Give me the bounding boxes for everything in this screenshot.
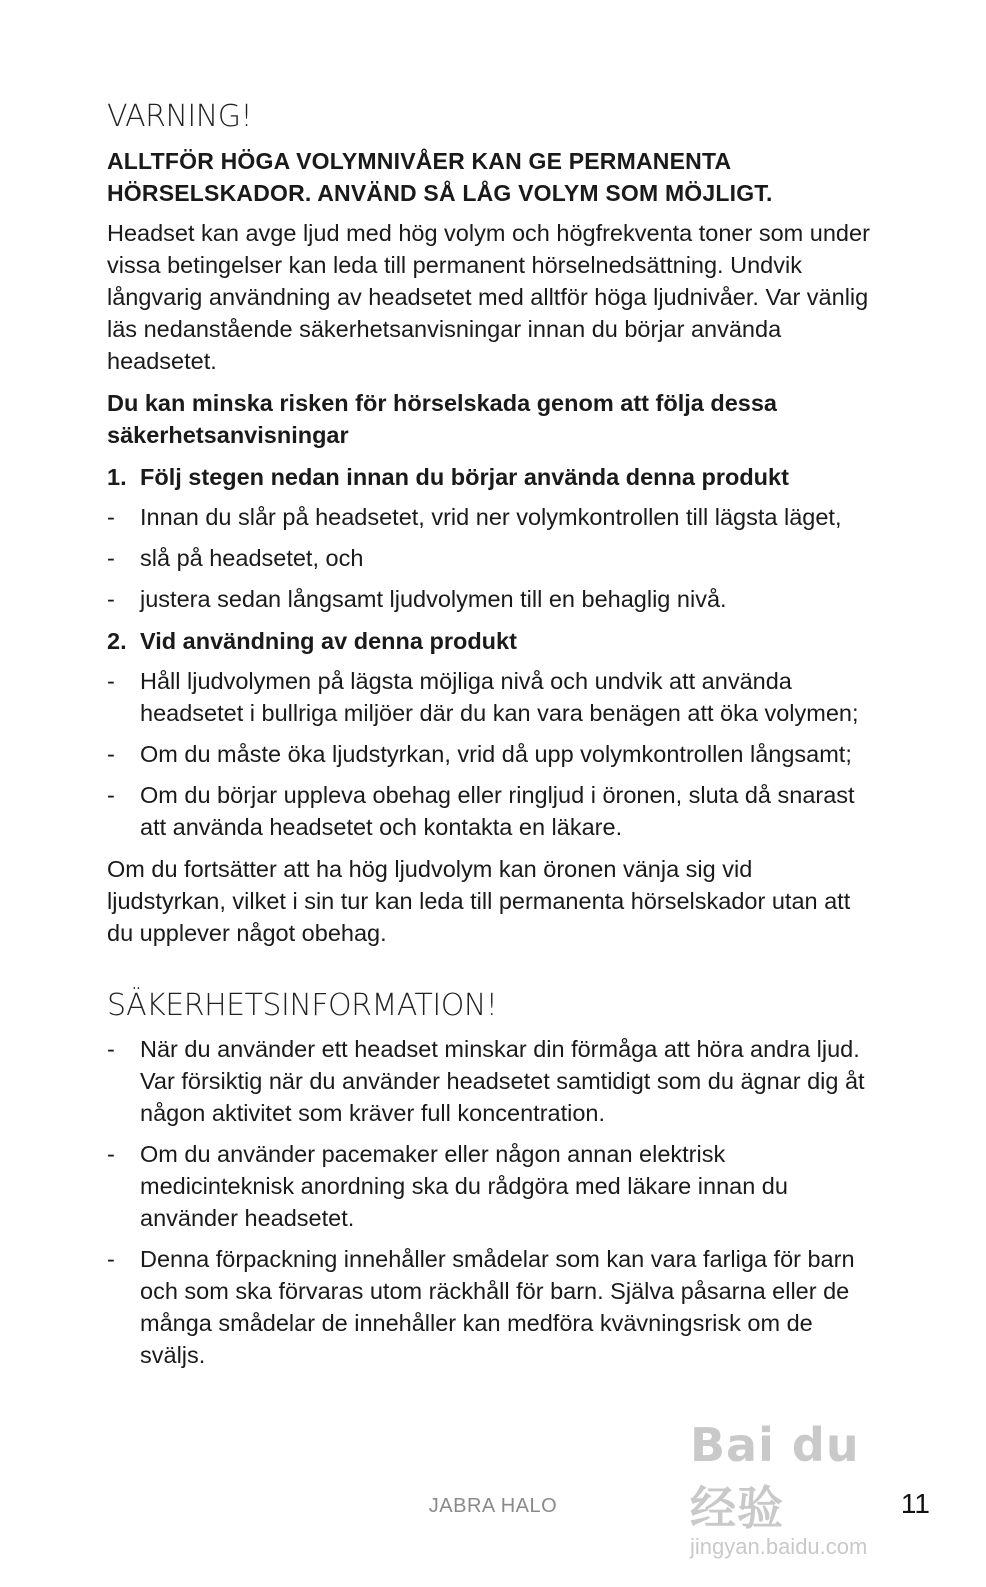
list-item: - Denna förpackning innehåller smådelar som kan vara farliga för barn och som ska förvaras utom räckhåll för barn. Själva påsarna eller de många smådelar de innehåller kan medföra kvävningsrisk om de sväljs. xyxy=(107,1246,855,1368)
warning-title: VARNING! xyxy=(107,99,252,134)
list-item: - Om du måste öka ljudstyrkan, vrid då upp volymkontrollen långsamt; xyxy=(107,740,852,767)
warning-intro: Headset kan avge ljud med hög volym och högfrekventa toner som under vissa betingelser kan leda till permanent hörselnedsättning. Undvik långvarig användning av headsetet med alltför höga ljudnivåer. Var vänlig läs nedanstående säkerhetsanvisningar innan du börjar använda headsetet. xyxy=(107,219,870,374)
list-item: - slå på headsetet, och xyxy=(107,544,364,571)
watermark-url: jingyan.baidu.com xyxy=(690,1534,868,1559)
safety-list xyxy=(107,1033,877,1371)
warning-closing: Om du fortsätter att ha hög ljudvolym kan öronen vänja sig vid ljudstyrkan, vilket i sin tur kan leda till permanenta hörselskador utan att du upplever något obehag. xyxy=(107,855,851,946)
step-1-title: Följ stegen nedan innan du börjar använda denna produkt xyxy=(140,463,789,490)
step-1-number: 1. xyxy=(107,463,127,490)
safety-title: SÄKERHETSINFORMATION! xyxy=(107,987,498,1023)
step-2-list xyxy=(107,665,877,843)
list-item: - justera sedan långsamt ljudvolymen till en behaglig nivå. xyxy=(107,585,727,612)
watermark-logo: Bai du 经验 xyxy=(690,1418,860,1535)
volume-warning: ALLTFÖR HÖGA VOLYMNIVÅER KAN GE PERMANENTA HÖRSELSKADOR. ANVÄND SÅ LÅG VOLYM SOM MÖJLIGT. xyxy=(107,147,773,206)
risk-heading: Du kan minska risken för hörselskada genom att följa dessa säkerhetsanvisningar xyxy=(107,389,777,448)
page-number: 11 xyxy=(900,1488,930,1519)
section-spacer xyxy=(107,959,877,989)
step-1-list xyxy=(107,501,877,615)
list-item: - Om du börjar uppleva obehag eller ringljud i öronen, sluta då snarast att använda headsetet och kontakta en läkare. xyxy=(107,781,855,840)
list-item: - Håll ljudvolymen på lägsta möjliga nivå och undvik att använda headsetet i bullriga miljöer där du kan vara benägen att öka volymen; xyxy=(107,667,859,726)
footer-brand: JABRA HALO xyxy=(428,1495,558,1517)
list-item: - Om du använder pacemaker eller någon annan elektrisk medicinteknisk anordning ska du rådgöra med läkare innan du använder headsetet. xyxy=(107,1141,788,1231)
step-2-heading xyxy=(107,625,877,657)
document-page xyxy=(107,100,877,1381)
list-item: - Innan du slår på headsetet, vrid ner volymkontrollen till lägsta läget, xyxy=(107,503,842,530)
step-1-heading xyxy=(107,461,877,493)
step-2-number: 2. xyxy=(107,627,127,654)
list-item: - När du använder ett headset minskar din förmåga att höra andra ljud. Var försiktig när du använder headsetet samtidigt som du ägnar dig åt någon aktivitet som kräver full koncentration. xyxy=(107,1036,865,1126)
step-2-title: Vid användning av denna produkt xyxy=(140,627,517,654)
